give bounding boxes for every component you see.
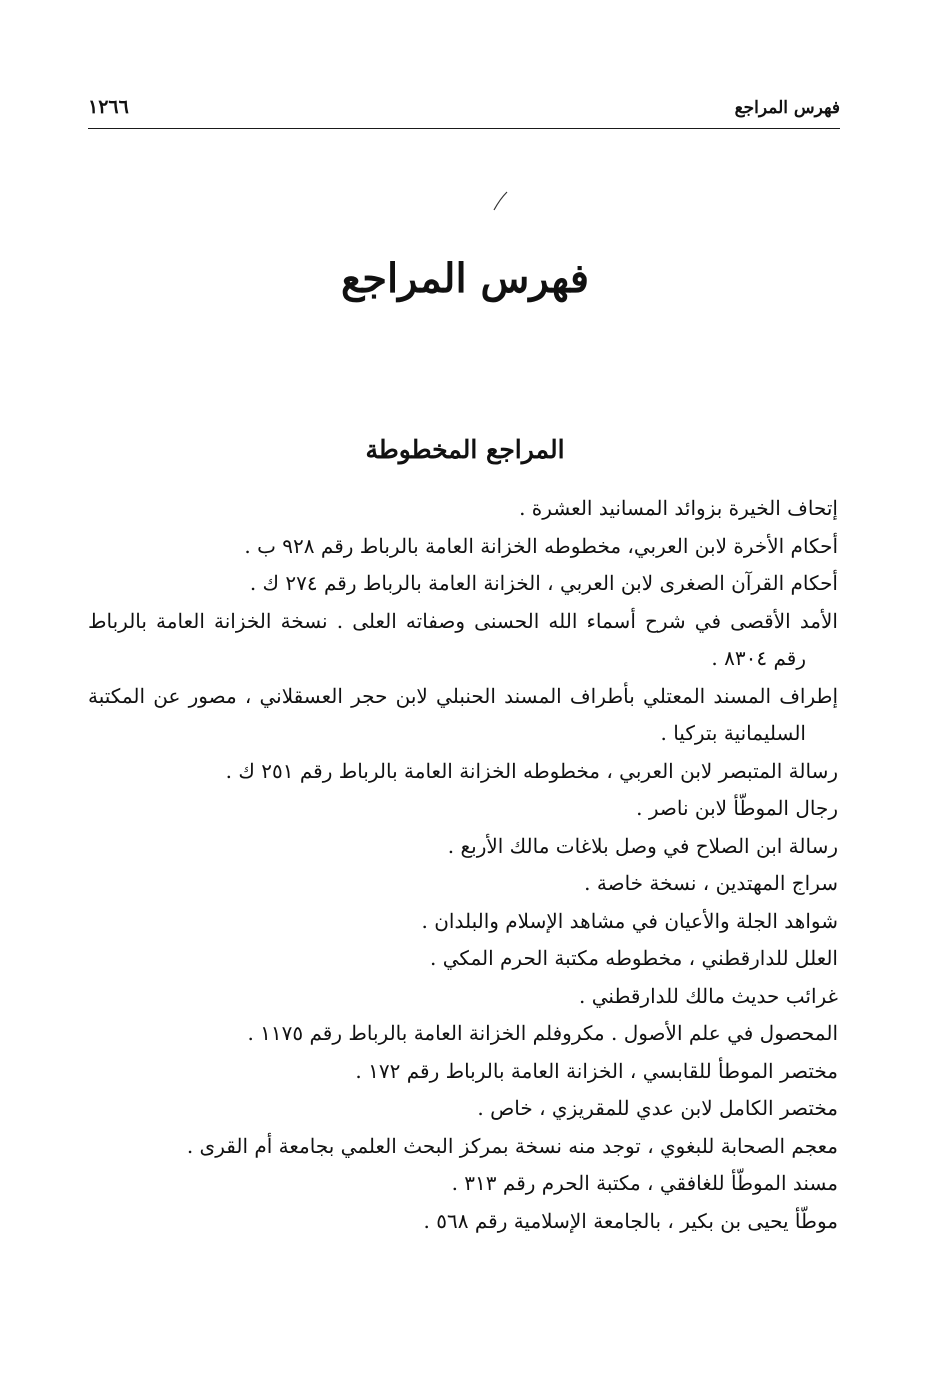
reference-item: مسند الموطّأ للغافقي ، مكتبة الحرم رقم ٣١٣ .	[451, 1171, 838, 1195]
reference-item: سراج المهتدين ، نسخة خاصة .	[584, 871, 838, 895]
page-title: فهرس المراجع	[340, 255, 589, 302]
reference-item: رسالة ابن الصلاح في وصل بلاغات مالك الأربع .	[447, 833, 838, 858]
reference-item: إتحاف الخيرة بزوائد المسانيد العشرة .	[519, 496, 838, 520]
reference-item: رجال الموطّأ لابن ناصر .	[636, 796, 838, 820]
header-title: فهرس المراجع	[734, 98, 840, 118]
reference-item: غرائب حديث مالك للدارقطني .	[579, 983, 838, 1008]
reference-item: إطراف المسند المعتلي بأطراف المسند الحنبلي لابن حجر العسقلاني ، مصور عن المكتبة السليمانية بتركيا .	[88, 683, 838, 745]
reference-item: أحكام الأخرة لابن العربي، مخطوطه الخزانة العامة بالرباط رقم ٩٢٨ ب .	[244, 533, 838, 558]
reference-list	[88, 490, 838, 1240]
reference-item: موطّأ يحيى بن بكير ، بالجامعة الإسلامية رقم ٥٦٨ .	[423, 1208, 838, 1233]
reference-item: العلل للدارقطني ، مخطوطه مكتبة الحرم المكي .	[430, 946, 838, 970]
reference-item: رسالة المتبصر لابن العربي ، مخطوطه الخزانة العامة بالرباط رقم ٢٥١ ك .	[225, 758, 838, 783]
pen-stroke-mark	[490, 190, 510, 212]
reference-item: معجم الصحابة للبغوي ، توجد منه نسخة بمركز البحث العلمي بجامعة أم القرى .	[186, 1133, 838, 1158]
reference-item: شواهد الجلة والأعيان في مشاهد الإسلام والبلدان .	[421, 908, 838, 933]
reference-item: مختصر الموطأ للقابسي ، الخزانة العامة بالرباط رقم ١٧٢ .	[355, 1058, 838, 1083]
reference-item: المحصول في علم الأصول . مكروفلم الخزانة العامة بالرباط رقم ١١٧٥ .	[247, 1021, 838, 1045]
reference-item: الأمد الأقصى في شرح أسماء الله الحسنى وصفاته العلى . نسخة الخزانة العامة بالرباط رقم ٨٣٠٤ .	[88, 608, 838, 670]
page-number: ١٢٦٦	[88, 96, 129, 118]
reference-item: مختصر الكامل لابن عدي للمقريزي ، خاص .	[477, 1096, 838, 1120]
reference-item: أحكام القرآن الصغرى لابن العربي ، الخزانة العامة بالرباط رقم ٢٧٤ ك .	[249, 571, 838, 595]
section-heading: المراجع المخطوطة	[365, 435, 565, 464]
running-header	[88, 92, 840, 129]
